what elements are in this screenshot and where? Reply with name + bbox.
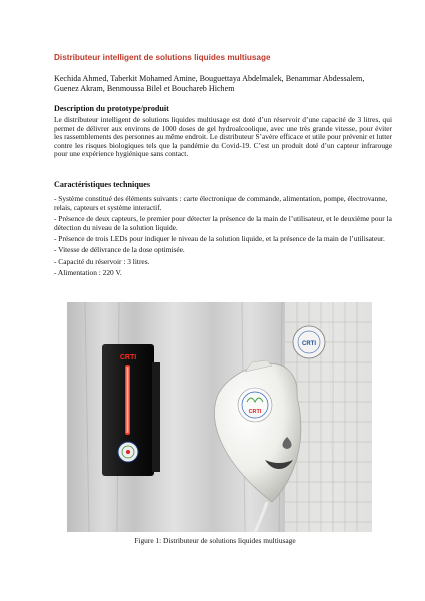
characteristics-heading: Caractéristiques techniques — [54, 180, 150, 189]
characteristic-item: - Capacité du réservoir : 3 litres. — [54, 256, 150, 266]
characteristic-item: - Présence de deux capteurs, le premier pour détecter la présence de la main de l’utilisateur, et le deuxième pour la détection du niveau de la solution liquide. — [54, 214, 392, 232]
description-heading: Description du prototype/produit — [54, 104, 169, 113]
characteristics-list — [54, 195, 392, 280]
description-paragraph: Le distributeur intelligent de solutions liquides multiusage est doté d’un réservoir d’une capacité de 3 litres, qui permet de délivrer aux environs de 1000 doses de gel hydroalcoolique, avec une très grande vitesse, pour éviter les rassemblements des personnes au même endroit. Le distributeur S’avère efficace et utile pour prévenir et lutter contre les risques biologiques tels que la pandémie du Covid-19. C’est un produit doté d’un capteur infrarouge pour une expérience hygiénique sans contact. — [54, 115, 392, 159]
authors-list: Kechida Ahmed, Taberkit Mohamed Amine, Bouguettaya Abdelmalek, Benammar Abdessalem, Guenez Akram, Benmoussa Bilel et Bouchareb Hichem — [54, 74, 365, 93]
characteristic-item: - Alimentation : 220 V. — [54, 267, 122, 277]
characteristic-item: - Vitesse de délivrance de la dose optimisée. — [54, 245, 185, 255]
document-title: Distributeur intelligent de solutions liquides multiusage — [54, 53, 271, 62]
product-photo-illustration — [67, 302, 372, 532]
product-photo — [67, 302, 372, 532]
svg-text:CRTI: CRTI — [302, 341, 316, 347]
characteristic-item: - Présence de trois LEDs pour indiquer le niveau de la solution liquide, et la présence de la main de l’utilisateur. — [54, 234, 385, 243]
panel-logo: CRTI — [119, 354, 137, 361]
figure-caption: Figure 1: Distributeur de solutions liquides multiusage — [134, 536, 296, 545]
characteristic-item: - Système constitué des éléments suivants : carte électronique de commande, alimentation, pompe, électrovanne, relais, capteurs et système interactif. — [54, 194, 388, 212]
bulb-logo: CRTI — [248, 409, 262, 415]
black-panel-device — [102, 344, 160, 476]
